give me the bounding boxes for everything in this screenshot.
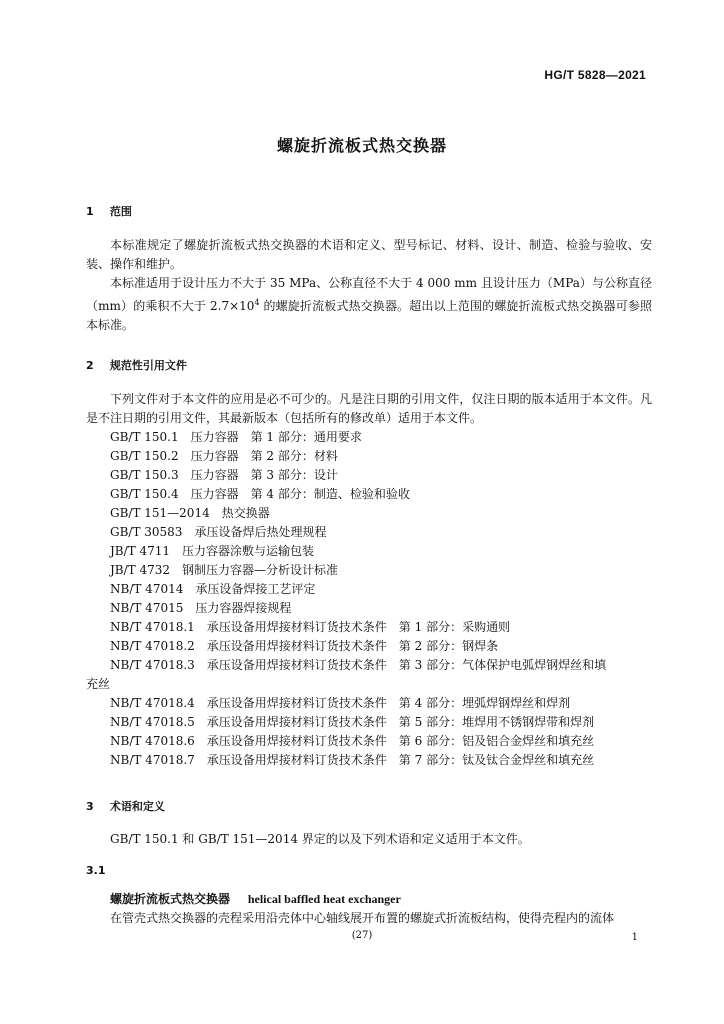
reference-item: NB/T 47018.1 承压设备用焊接材料订货技术条件 第 1 部分：采购通则 — [110, 620, 511, 634]
section-title: 术语和定义 — [109, 800, 165, 813]
reference-item: NB/T 47018.6 承压设备用焊接材料订货技术条件 第 6 部分：铝及铝合金焊丝和填充丝 — [110, 734, 595, 748]
reference-item: GB/T 150.2 压力容器 第 2 部分：材料 — [110, 449, 338, 463]
section-2-heading — [86, 357, 187, 373]
section-number: 2 — [86, 359, 94, 372]
section-3-heading — [86, 798, 165, 814]
section-1-heading — [86, 203, 132, 219]
term-english: helical baffled heat exchanger — [247, 892, 401, 906]
reference-item: GB/T 150.4 压力容器 第 4 部分：制造、检验和验收 — [110, 487, 410, 501]
reference-item: GB/T 151—2014 热交换器 — [110, 506, 270, 520]
terms-intro: GB/T 150.1 和 GB/T 151—2014 界定的以及下列术语和定义适用于本文件。 — [110, 832, 530, 846]
reference-item: NB/T 47018.3 承压设备用焊接材料订货技术条件 第 3 部分：气体保护电弧焊钢焊丝和填 — [110, 658, 607, 672]
reference-item: GB/T 30583 承压设备焊后热处理规程 — [110, 525, 327, 539]
sequence-number: (27) — [351, 930, 373, 941]
section-title: 范围 — [109, 205, 132, 218]
reference-item: NB/T 47014 承压设备焊接工艺评定 — [110, 582, 316, 596]
scope-paragraph-2 — [86, 274, 652, 335]
reference-item: NB/T 47018.4 承压设备用焊接材料订货技术条件 第 4 部分：埋弧焊钢焊丝和焊剂 — [110, 696, 571, 710]
reference-item: NB/T 47018.5 承压设备用焊接材料订货技术条件 第 5 部分：堆焊用不锈钢焊带和焊剂 — [110, 715, 595, 729]
section-number: 3 — [86, 800, 94, 813]
page-number: 1 — [631, 932, 638, 943]
reference-item: JB/T 4732 钢制压力容器—分析设计标准 — [110, 563, 339, 577]
term-entry — [110, 890, 401, 909]
term-chinese: 螺旋折流板式热交换器 — [110, 892, 231, 906]
scope-text-a: 本标准适用于设计压力不大于 35 MPa、公称直径不大于 4 000 mm 且设计压力（MPa）与公称直径（mm）的乘积不大于 2.7×10 — [86, 276, 652, 313]
reference-item: NB/T 47018.7 承压设备用焊接材料订货技术条件 第 7 部分：钛及钛合金焊丝和填充丝 — [110, 753, 595, 767]
references-intro: 下列文件对于本文件的应用是必不可少的。凡是注日期的引用文件，仅注日期的版本适用于本文件。凡是不注日期的引用文件，其最新版本（包括所有的修改单）适用于本文件。 — [86, 392, 652, 425]
scope-paragraph-1: 本标准规定了螺旋折流板式热交换器的术语和定义、型号标记、材料、设计、制造、检验与验收、安装、操作和维护。 — [86, 238, 652, 271]
reference-item: GB/T 150.3 压力容器 第 3 部分：设计 — [110, 468, 338, 482]
term-definition: 在管壳式热交换器的壳程采用沿壳体中心轴线展开布置的螺旋式折流板结构，使得壳程内的流体 — [110, 911, 615, 925]
document-title: 螺旋折流板式热交换器 — [276, 136, 447, 155]
reference-continuation: 充丝 — [86, 677, 111, 691]
scope-text-b: 的螺旋折流板式热交换器。超出以上范围的螺旋折流板式热交换器可参照本标准。 — [86, 299, 652, 332]
reference-item: NB/T 47018.2 承压设备用焊接材料订货技术条件 第 2 部分：钢焊条 — [110, 639, 499, 653]
subsection-3-1-number: 3.1 — [86, 864, 106, 877]
reference-item: GB/T 150.1 压力容器 第 1 部分：通用要求 — [110, 430, 362, 444]
reference-item: JB/T 4711 压力容器涂敷与运输包装 — [110, 544, 315, 558]
section-title: 规范性引用文件 — [109, 359, 187, 372]
reference-item: NB/T 47015 压力容器焊接规程 — [110, 601, 292, 615]
standard-code: HG/T 5828—2021 — [544, 68, 646, 82]
exponent: 4 — [254, 298, 260, 307]
section-number: 1 — [86, 205, 94, 218]
